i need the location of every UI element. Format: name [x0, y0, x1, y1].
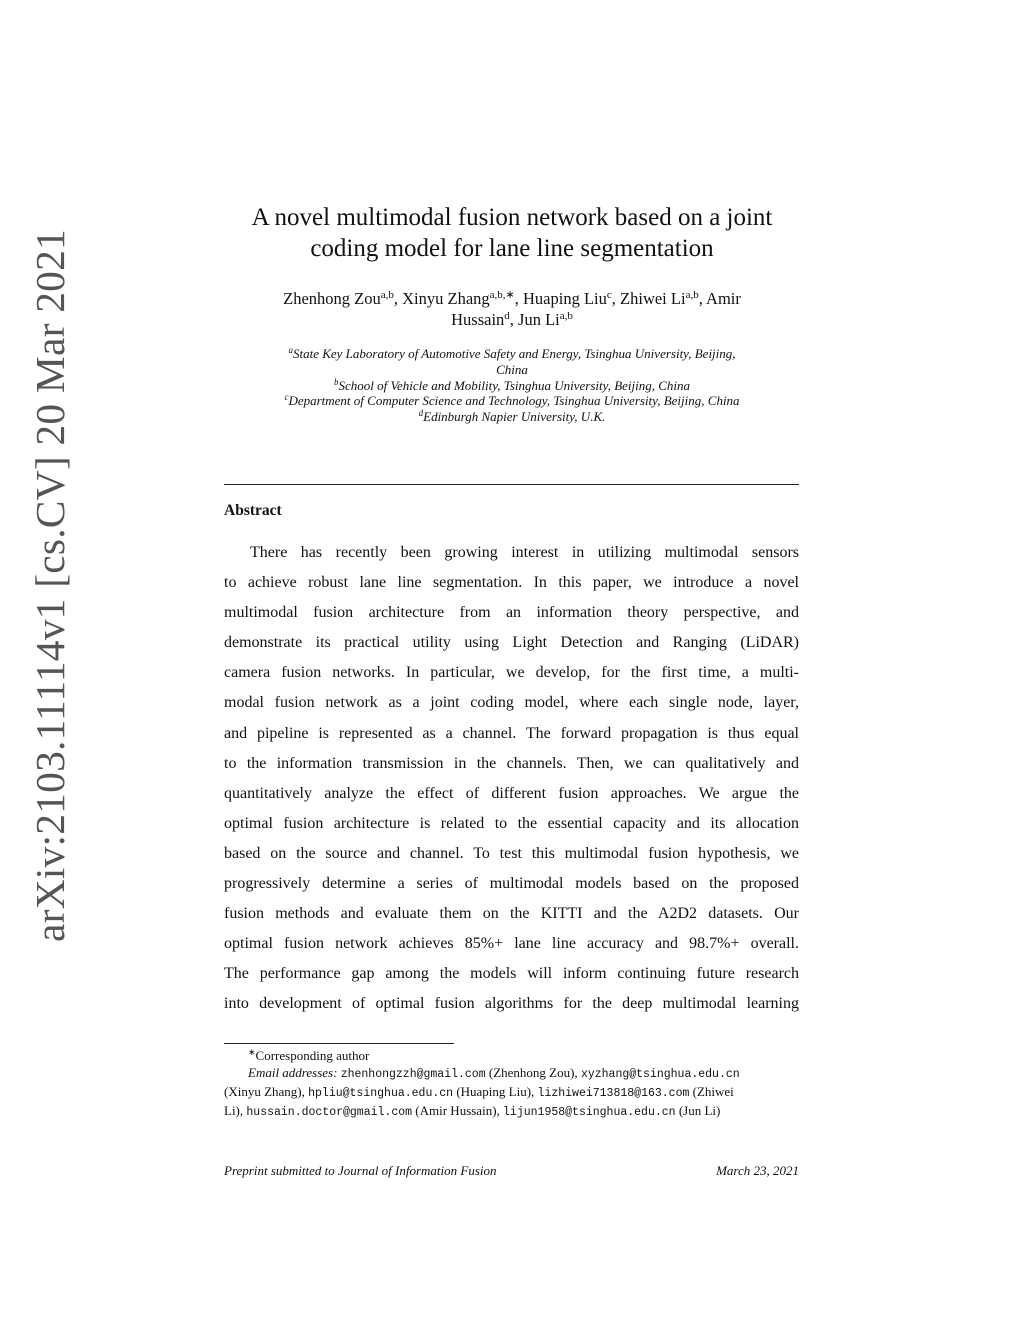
- abstract-line: The performance gap among the models will inform continuing future research: [224, 965, 799, 983]
- abstract-line: camera fusion networks. In particular, we develop, for the first time, a multi-: [224, 664, 799, 682]
- email-label: Email addresses:: [248, 1065, 338, 1080]
- author-list: [220, 288, 804, 330]
- author-separator: ,: [509, 310, 519, 329]
- abstract-line: multimodal fusion architecture from an information theory perspective, and: [224, 604, 799, 622]
- affiliation: $^d$Edinburgh Napier University, U.K.: [418, 408, 606, 425]
- abstract-heading: Abstract: [224, 502, 282, 519]
- author-affil-sup: c: [606, 289, 612, 301]
- author-affil-sup: d: [504, 310, 510, 322]
- author-affil-sup: a,b: [685, 289, 699, 301]
- affiliation: $^c$Department of Computer Science and Technology, Tsinghua University, Beijing, China: [284, 392, 740, 409]
- preprint-date: March 23, 2021: [716, 1163, 799, 1178]
- abstract-body: [224, 538, 799, 1020]
- affiliation: $^b$School of Vehicle and Mobility, Tsinghua University, Beijing, China: [333, 376, 691, 393]
- email-link[interactable]: xyzhang@tsinghua.edu.cn: [580, 1068, 740, 1081]
- email-link[interactable]: lijun1958@tsinghua.edu.cn: [503, 1106, 676, 1119]
- email-link[interactable]: hpliu@tsinghua.edu.cn: [308, 1087, 454, 1100]
- author-name: Hussain: [451, 310, 505, 329]
- footnote: [224, 1047, 799, 1121]
- author-name: Zhenhong Zou: [283, 289, 381, 308]
- author-name: Xinyu Zhang: [402, 289, 490, 308]
- abstract-line: modal fusion network as a joint coding model, where each single node, layer,: [224, 694, 799, 712]
- author-line: [220, 288, 804, 309]
- author-name: Zhiwei Li: [620, 289, 686, 308]
- author-affil-sup: a,b: [559, 310, 573, 322]
- affiliation-list: [222, 346, 802, 425]
- author-separator: ,: [611, 289, 621, 308]
- arxiv-identifier-stamp: arXiv:2103.11114v1 [cs.CV] 20 Mar 2021: [27, 229, 73, 942]
- abstract-line: There has recently been growing interest in utilizing multimodal sensors: [250, 544, 799, 561]
- abstract-line: into development of optimal fusion algorithms for the deep multimodal learning: [224, 995, 799, 1013]
- abstract-line: demonstrate its practical utility using Light Detection and Ranging (LiDAR): [224, 634, 799, 652]
- email-line: Email addresses: zhenhongzzh@gmail.com (Zhenhong Zou), xyzhang@tsinghua.edu.cn: [248, 1065, 740, 1081]
- paper-title: [200, 202, 824, 264]
- footnote-rule: [224, 1043, 454, 1044]
- title-line: coding model for lane line segmentation: [310, 235, 714, 262]
- affiliation: $^a$State Key Laboratory of Automotive Safety and Energy, Tsinghua University, Beijing,: [288, 345, 736, 361]
- abstract-line: fusion methods and evaluate them on the KITTI and the A2D2 datasets. Our: [224, 905, 799, 923]
- abstract-line: quantitatively analyze the effect of different fusion approaches. We argue the: [224, 784, 799, 802]
- email-link[interactable]: lizhiwei713818@163.com: [537, 1087, 690, 1100]
- corresponding-author-note: ∗Corresponding author: [248, 1047, 370, 1063]
- author-name: Jun Li: [518, 310, 560, 329]
- abstract-line: optimal fusion architecture is related to the essential capacity and its allocation: [224, 814, 799, 832]
- preprint-journal-note: Preprint submitted to Journal of Information Fusion: [224, 1163, 497, 1178]
- affiliation-continued: China: [496, 361, 528, 377]
- abstract-line: progressively determine a series of multimodal models based on the proposed: [224, 875, 799, 893]
- author-line: [220, 309, 804, 330]
- email-line: (Xinyu Zhang), hpliu@tsinghua.edu.cn (Huaping Liu), lizhiwei713818@163.com (Zhiwei: [224, 1084, 734, 1100]
- email-link[interactable]: hussain.doctor@gmail.com: [246, 1106, 413, 1119]
- title-line: A novel multimodal fusion network based on a joint: [251, 204, 773, 231]
- abstract-line: to the information transmission in the channels. Then, we can qualitatively and: [224, 754, 799, 772]
- author-separator: ,: [393, 289, 403, 308]
- email-line: Li), hussain.doctor@gmail.com (Amir Hussain), lijun1958@tsinghua.edu.cn (Jun Li): [224, 1103, 721, 1119]
- abstract-line: based on the source and channel. To test this multimodal fusion hypothesis, we: [224, 844, 799, 862]
- author-affil-sup: a,b,∗: [489, 289, 515, 301]
- author-separator: , Amir: [698, 289, 741, 308]
- abstract-line: and pipeline is represented as a channel. The forward propagation is thus equal: [224, 724, 799, 742]
- author-name: Huaping Liu: [523, 289, 607, 308]
- author-affil-sup: a,b: [380, 289, 394, 301]
- abstract-line: optimal fusion network achieves 85%+ lane line accuracy and 98.7%+ overall.: [224, 935, 799, 953]
- author-separator: ,: [514, 289, 524, 308]
- abstract-line: to achieve robust lane line segmentation. In this paper, we introduce a novel: [224, 574, 799, 592]
- email-link[interactable]: zhenhongzzh@gmail.com: [340, 1068, 486, 1081]
- abstract-top-rule: [224, 484, 799, 485]
